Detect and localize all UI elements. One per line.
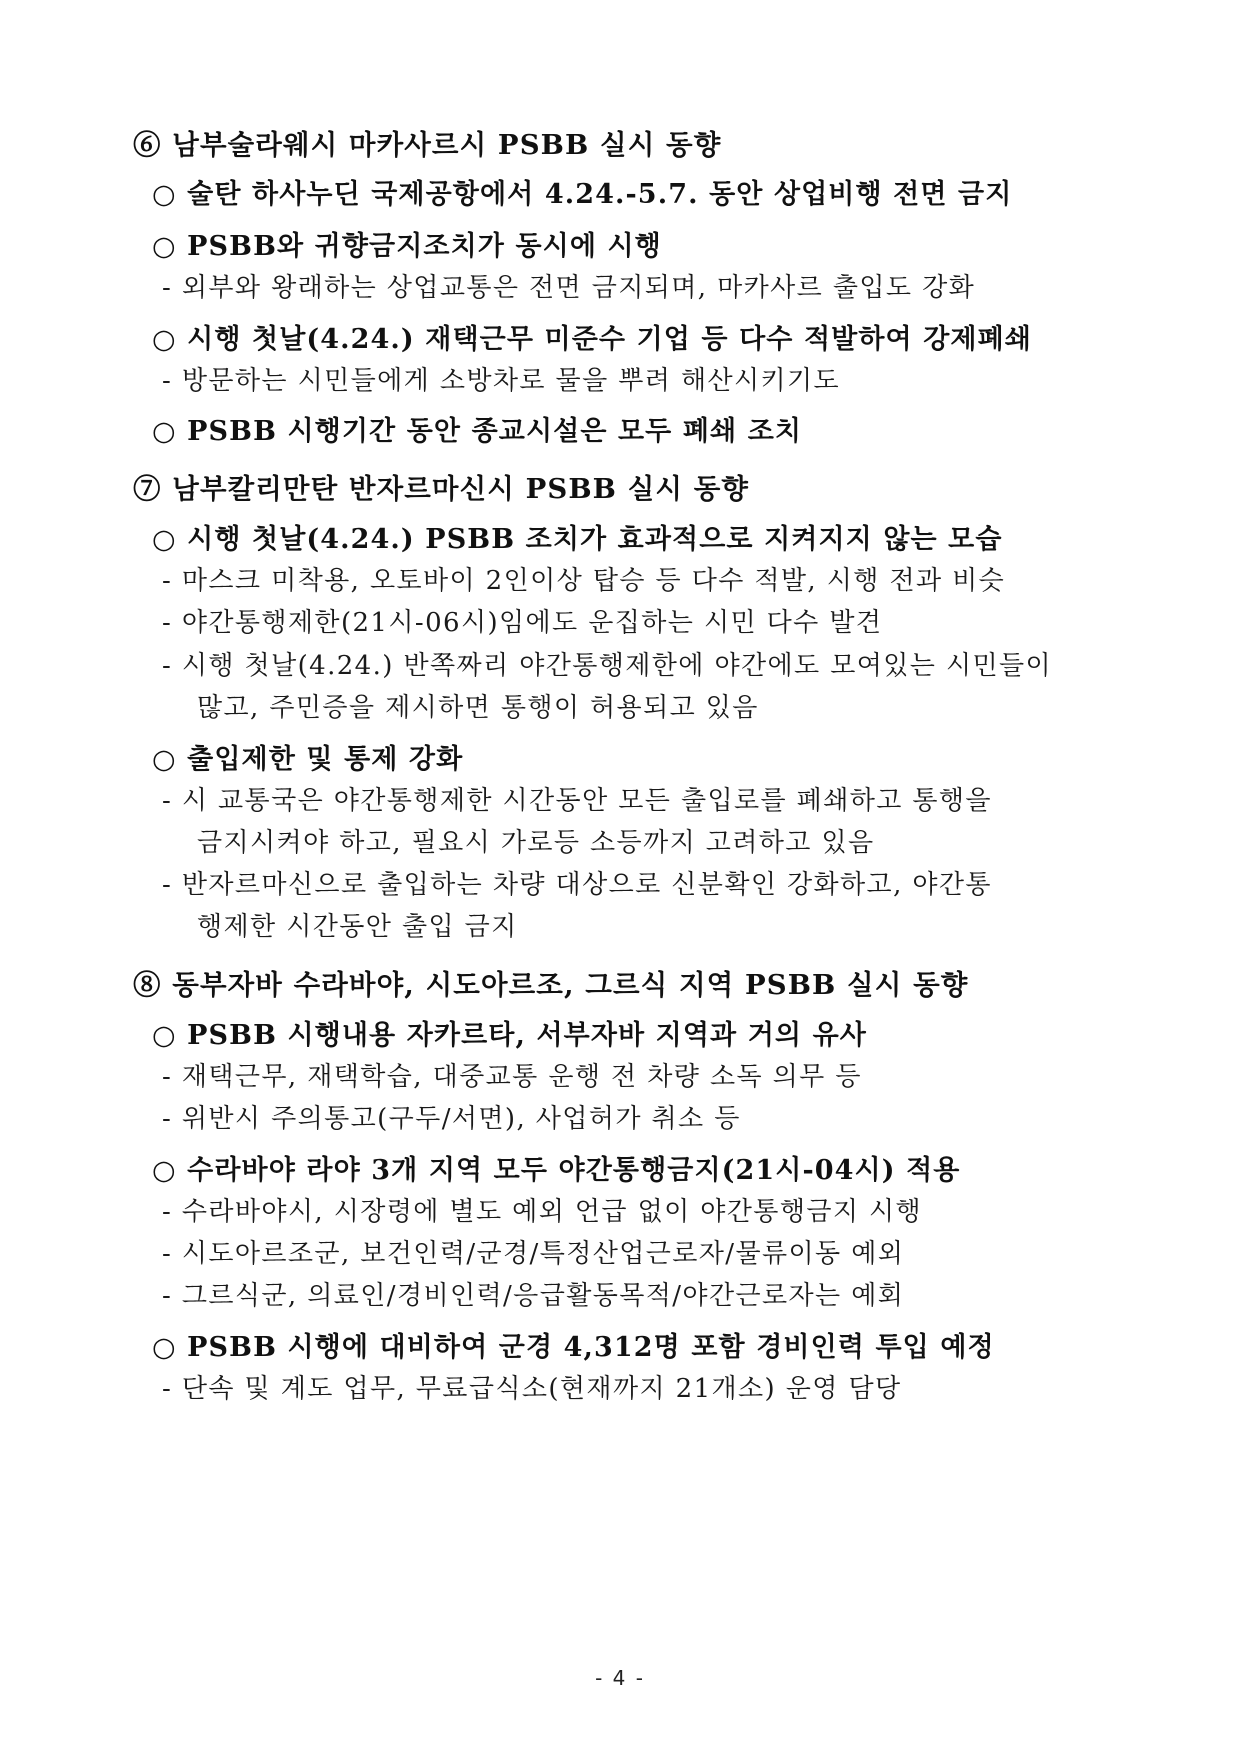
sub-item-continuation: 많고, 주민증을 제시하면 통행이 허용되고 있음 — [197, 693, 759, 723]
bullet-item: ○ PSBB 시행내용 자카르타, 서부자바 지역과 거의 유사 — [152, 1020, 867, 1051]
sub-item: - 시 교통국은 야간통행제한 시간동안 모든 출입로를 폐쇄하고 통행을 — [162, 786, 992, 816]
sub-item: - 마스크 미착용, 오토바이 2인이상 탑승 등 다수 적발, 시행 전과 비슷 — [162, 566, 1006, 596]
bullet-item: ○ 시행 첫날(4.24.) PSBB 조치가 효과적으로 지켜지지 않는 모습 — [152, 524, 1003, 555]
sub-item: - 단속 및 계도 업무, 무료급식소(현재까지 21개소) 운영 담당 — [162, 1374, 902, 1404]
bullet-item: ○ 출입제한 및 통제 강화 — [152, 744, 464, 775]
sub-item: - 시행 첫날(4.24.) 반쪽짜리 야간통행제한에 야간에도 모여있는 시민들이 — [162, 651, 1053, 681]
sub-item: - 시도아르조군, 보건인력/군경/특정산업근로자/물류이동 예외 — [162, 1239, 905, 1269]
sub-item: - 야간통행제한(21시-06시)임에도 운집하는 시민 다수 발견 — [162, 608, 883, 638]
sub-item-continuation: 금지시켜야 하고, 필요시 가로등 소등까지 고려하고 있음 — [197, 828, 875, 858]
sub-item-continuation: 행제한 시간동안 출입 금지 — [197, 912, 518, 942]
bullet-item: ○ PSBB 시행에 대비하여 군경 4,312명 포함 경비인력 투입 예정 — [152, 1332, 995, 1363]
bullet-item: ○ 시행 첫날(4.24.) 재택근무 미준수 기업 등 다수 적발하여 강제폐쇄 — [152, 324, 1032, 355]
bullet-item: ○ 수라바야 라야 3개 지역 모두 야간통행금지(21시-04시) 적용 — [152, 1155, 961, 1186]
section-heading: ⑥ 남부술라웨시 마카사르시 PSBB 실시 동향 — [133, 129, 722, 161]
bullet-item: ○ PSBB 시행기간 동안 종교시설은 모두 폐쇄 조치 — [152, 416, 803, 447]
bullet-item: ○ 술탄 하사누딘 국제공항에서 4.24.-5.7. 동안 상업비행 전면 금지 — [152, 179, 1013, 210]
sub-item: - 재택근무, 재택학습, 대중교통 운행 전 차량 소독 의무 등 — [162, 1062, 862, 1092]
sub-item: - 외부와 왕래하는 상업교통은 전면 금지되며, 마카사르 출입도 강화 — [162, 273, 976, 303]
bullet-item: ○ PSBB와 귀향금지조치가 동시에 시행 — [152, 231, 662, 262]
page-number: - 4 - — [595, 1666, 645, 1690]
sub-item: - 반자르마신으로 출입하는 차량 대상으로 신분확인 강화하고, 야간통 — [162, 870, 992, 900]
section-heading: ⑧ 동부자바 수라바야, 시도아르조, 그르식 지역 PSBB 실시 동향 — [133, 969, 969, 1001]
section-heading: ⑦ 남부칼리만탄 반자르마신시 PSBB 실시 동향 — [133, 473, 750, 505]
sub-item: - 위반시 주의통고(구두/서면), 사업허가 취소 등 — [162, 1104, 741, 1134]
sub-item: - 방문하는 시민들에게 소방차로 물을 뿌려 해산시키기도 — [162, 366, 841, 396]
sub-item: - 그르식군, 의료인/경비인력/응급활동목적/야간근로자는 예회 — [162, 1281, 905, 1311]
sub-item: - 수라바야시, 시장령에 별도 예외 언급 없이 야간통행금지 시행 — [162, 1197, 923, 1227]
